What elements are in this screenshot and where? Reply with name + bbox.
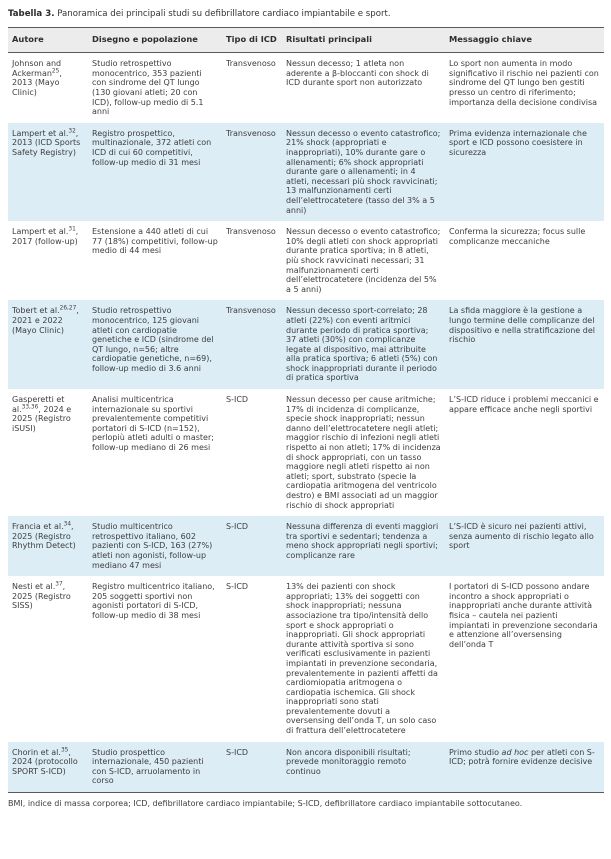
author-cell	[8, 221, 92, 300]
results-cell: Nessuna differenza di eventi maggiori tra sportivi e sedentari; tendenza a meno shock appropriati negli sportivi; complicanze rare	[286, 522, 439, 560]
reference-superscript: 33,36	[21, 404, 39, 411]
author-name: Tobert et al.	[12, 306, 60, 316]
message-text: per atleti con S-ICD; potrà fornire evidenze decisive	[449, 747, 595, 767]
design-cell: Registro prospettico, multinazionale, 372 atleti con ICD di cui 60 competitivi, follow-up medio di 31 mesi	[92, 128, 212, 167]
author-cell	[8, 123, 92, 221]
author-detail: , 2024 (protocollo SPORT S-ICD)	[12, 747, 78, 776]
results-cell: Nessun decesso o evento catastrofico; 10% degli atleti con shock appropriati durante pratica sportiva; in 8 atleti, più shock ravvicinati necessari; 31 malfunzionamenti certi dell’elettrocatetere (incidenza del 5% a 5 anni)	[286, 227, 441, 294]
message-text: L’S-ICD è sicuro nei pazienti attivi, senza aumento di rischio legato allo sport	[449, 522, 594, 551]
message-text: Primo studio	[449, 747, 502, 757]
author-name: Francia et al.	[12, 522, 64, 532]
column-header-autore: Autore	[8, 28, 92, 53]
icd-type-cell: S-ICD	[226, 522, 249, 532]
author-detail: , 2025 (Registro SISS)	[12, 582, 71, 611]
author-name: Chorin et al.	[12, 747, 61, 757]
reference-superscript: 32	[68, 128, 76, 135]
icd-type-cell: Transvenoso	[226, 59, 276, 69]
message-text: Conferma la sicurezza; focus sulle complicanze meccaniche	[449, 227, 586, 246]
message-text: I portatori di S-ICD possono andare incontro a shock appropriati o inappropriati anche durante attività fisica – cautela nei pazienti impiantati in prevenzione secondaria e attenzione all’oversensing dell’onda T	[449, 582, 598, 649]
message-text: L’S-ICD riduce i problemi meccanici e appare efficace anche negli sportivi	[449, 395, 599, 414]
message-cell	[449, 389, 604, 516]
author-cell	[8, 389, 92, 516]
author-detail: , 2013 (Mayo Clinic)	[12, 68, 62, 98]
table-row	[8, 742, 604, 793]
reference-superscript: 25	[51, 68, 60, 75]
header-row	[8, 28, 604, 53]
table-row	[8, 576, 604, 742]
table-row	[8, 53, 604, 123]
design-cell: Studio prospettico internazionale, 450 pazienti con S-ICD, arruolamento in corso	[92, 742, 226, 793]
reference-superscript: 37	[55, 581, 63, 588]
table-row	[8, 516, 604, 576]
message-italic: ad hoc	[501, 747, 529, 757]
reference-superscript: 26,27	[59, 305, 77, 312]
message-text: La sfida maggiore è la gestione a lungo termine delle complicanze del dispositivo e nella stratificazione del rischio	[449, 306, 595, 345]
table-row	[8, 300, 604, 389]
author-cell	[8, 53, 92, 123]
message-cell	[449, 300, 604, 389]
studies-table	[8, 27, 604, 793]
column-header-messaggio: Messaggio chiave	[449, 28, 604, 53]
icd-type-cell: Transvenoso	[226, 306, 276, 316]
author-name: Johnson and Ackerman	[12, 59, 62, 78]
message-cell	[449, 123, 604, 221]
message-text: Lo sport non aumenta in modo significativo il rischio nei pazienti con sindrome del QT lungo ben gestiti presso un centro di riferimento; importanza della decisione condivisa	[449, 59, 599, 107]
design-cell: Estensione a 440 atleti di cui 77 (18%) competitivi, follow-up medio di 44 mesi	[92, 227, 218, 256]
message-cell	[449, 742, 604, 793]
message-cell	[449, 516, 604, 576]
table-row	[8, 123, 604, 221]
reference-superscript: 34	[63, 521, 72, 528]
icd-type-cell: S-ICD	[226, 395, 249, 405]
table-title-label: Tabella 3.	[8, 9, 55, 19]
author-name: Nesti et al.	[12, 582, 56, 592]
results-cell: Nessun decesso per cause aritmiche; 17% di incidenza di complicanze, specie shock inappropriati; nessun danno dell’elettrocatetere negli atleti; maggior rischio di infezioni negli atleti rispetto ai non atleti; 17% di incidenza di shock appropriati, con un tasso maggiore negli atleti rispetto ai non atleti; sport, substrato (specie la cardiopatia aritmogena del ventricolo destro) e BMI associati ad un maggior rischio di shock appropriati	[286, 395, 441, 510]
table-footnote: BMI, indice di massa corporea; ICD, defibrillatore cardiaco impiantabile; S-ICD, defibrillatore cardiaco impiantabile sottocutaneo.	[8, 799, 523, 809]
results-cell: Nessun decesso sport-correlato; 28 atleti (22%) con eventi aritmici durante periodo di pratica sportiva; 37 atleti (30%) con complicanze legate al dispositivo, mai attribuite alla pratica sportiva; 6 atleti (5%) con shock inappropriati durante il periodo di pratica sportiva	[286, 306, 438, 383]
author-name: Lampert et al.	[12, 128, 69, 138]
icd-type-cell: Transvenoso	[226, 128, 276, 138]
author-cell	[8, 300, 92, 389]
design-cell: Studio retrospettivo monocentrico, 125 giovani atleti con cardiopatie genetiche e ICD (sindrome del QT lungo, n=56; altre cardiopatie genetiche, n=69), follow-up medio di 3.6 anni	[92, 306, 214, 373]
author-detail: , 2013 (ICD Sports Safety Registry)	[12, 128, 81, 158]
author-detail: , 2024 e 2025 (Registro iSUSI)	[12, 404, 72, 433]
design-cell: Analisi multicentrica internazionale su sportivi prevalentemente competitivi portatori di S-ICD (n=152), perlopiù atleti adulti o master; follow-up mediano di 26 mesi	[92, 395, 214, 453]
author-detail: , 2021 e 2022 (Mayo Clinic)	[12, 306, 79, 335]
results-cell: 13% dei pazienti con shock appropriati; 13% dei soggetti con shock inappropriati; nessuna associazione tra tipo/intensità dello sport e shock appropriati o inappropriati. Gli shock appropriati durante attività sportiva si sono verificati esclusivamente in pazienti impiantati in prevenzione secondaria, prevalentemente in pazienti affetti da cardiomiopatia aritmogena o cardiopatia ischemica. Gli shock inappropriati sono stati prevalentemente dovuti a oversensing dell’onda T, un solo caso di frattura dell’elettrocatetere	[286, 582, 438, 736]
author-cell	[8, 516, 92, 576]
author-detail: , 2017 (follow-up)	[12, 227, 79, 246]
column-header-risultati: Risultati principali	[286, 28, 449, 53]
design-cell: Studio retrospettivo monocentrico, 353 pazienti con sindrome del QT lungo (130 giovani atleti; 20 con ICD), follow-up medio di 5.1 anni	[92, 59, 204, 117]
results-cell: Non ancora disponibili risultati; prevede monitoraggio remoto continuo	[286, 742, 449, 793]
reference-superscript: 31	[68, 226, 76, 233]
column-header-disegno: Disegno e popolazione	[92, 28, 226, 53]
message-cell	[449, 221, 604, 300]
table-row	[8, 221, 604, 300]
column-header-tipo-icd: Tipo di ICD	[226, 28, 286, 53]
message-cell	[449, 576, 604, 742]
results-cell: Nessun decesso; 1 atleta non aderente a β-bloccanti con shock di ICD durante sport non autorizzato	[286, 59, 429, 88]
icd-type-cell: S-ICD	[226, 582, 249, 592]
table-title-text: Panoramica dei principali studi su defibrillatore cardiaco impiantabile e sport.	[54, 9, 391, 19]
icd-type-cell: S-ICD	[226, 742, 286, 793]
message-cell	[449, 53, 604, 123]
message-text: Prima evidenza internazionale che sport e ICD possono coesistere in sicurezza	[449, 128, 587, 158]
reference-superscript: 35	[60, 747, 69, 754]
design-cell: Registro multicentrico italiano, 205 soggetti sportivi non agonisti portatori di S-ICD, follow-up medio di 38 mesi	[92, 582, 215, 620]
author-cell	[8, 742, 92, 793]
author-detail: , 2025 (Registro Rhythm Detect)	[12, 522, 76, 551]
table-body	[8, 53, 604, 793]
author-cell	[8, 576, 92, 742]
table-header	[8, 28, 604, 53]
author-name: Gasperetti et al.	[12, 395, 65, 414]
results-cell: Nessun decesso o evento catastrofico; 21% shock (appropriati e inappropriati), 10% durante gare o allenamenti; 6% shock appropriati durante gare o allenamenti; in 4 atleti, necessari più shock ravvicinati; 13 malfunzionamenti certi dell’elettrocatetere (tasso del 3% a 5 anni)	[286, 128, 441, 215]
author-name: Lampert et al.	[12, 227, 69, 237]
icd-type-cell: Transvenoso	[226, 227, 276, 237]
design-cell: Studio multicentrico retrospettivo italiano, 602 pazienti con S-ICD, 163 (27%) atleti non agonisti, follow-up mediano 47 mesi	[92, 522, 213, 570]
table-row	[8, 389, 604, 516]
table-title	[8, 9, 604, 19]
